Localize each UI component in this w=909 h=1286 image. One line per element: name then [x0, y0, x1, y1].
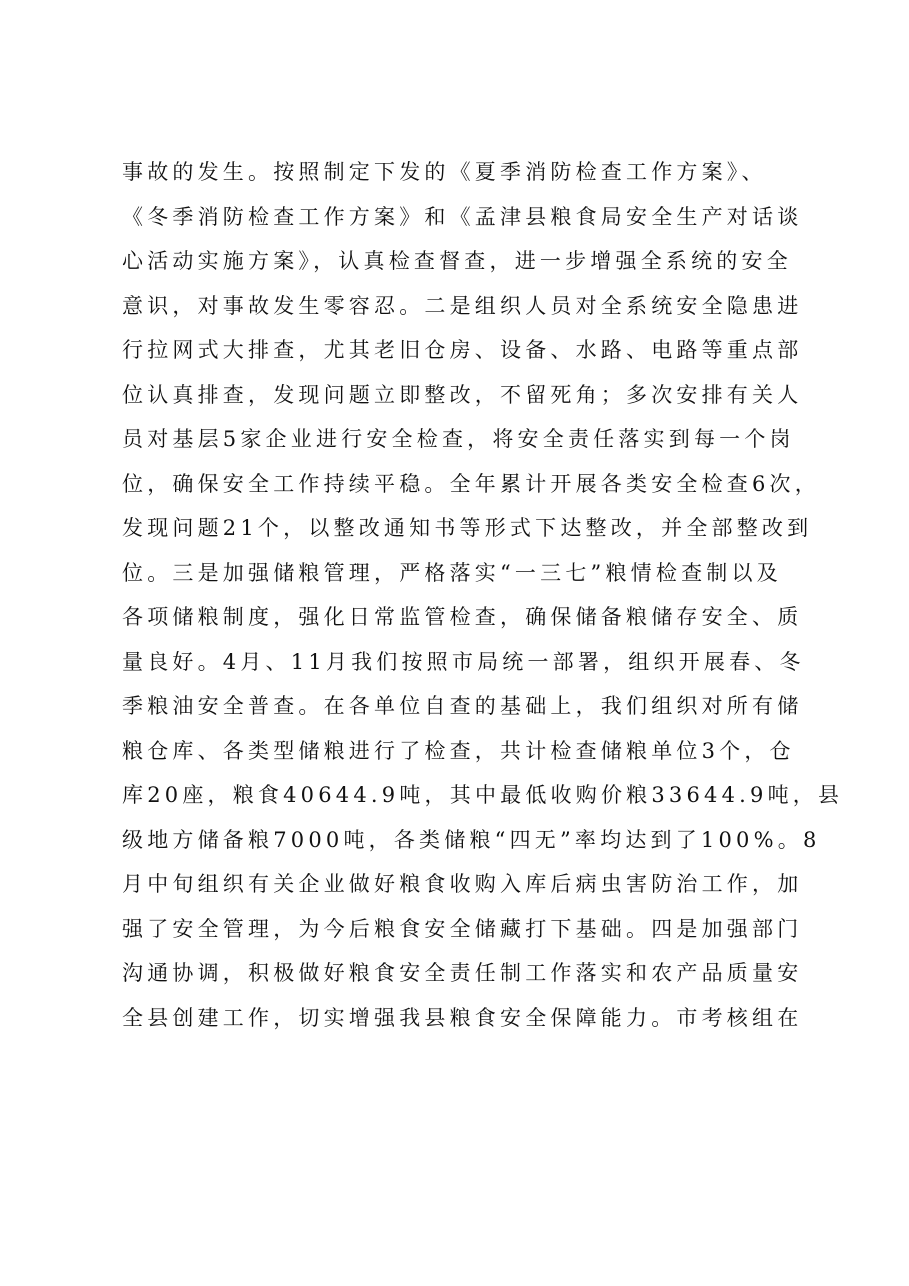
text-line: 各项储粮制度，强化日常监管检查，确保储备粮储存安全、质: [122, 605, 803, 629]
text-line: 沟通协调，积极做好粮食安全责任制工作落实和农产品质量安: [122, 961, 803, 985]
text-line: 级地方储备粮7000吨，各类储粮“四无”率均达到了100%。8: [122, 827, 821, 852]
text-line: 全县创建工作，切实增强我县粮食安全保障能力。市考核组在: [122, 1005, 803, 1030]
text-line: 粮仓库、各类型储粮进行了检查，共计检查储粮单位3个，仓: [122, 738, 795, 763]
text-line: 心活动实施方案》，认真检查督查，进一步增强全系统的安全: [122, 249, 792, 273]
text-line: 位，确保安全工作持续平稳。全年累计开展各类安全检查6次，: [122, 471, 820, 496]
text-line: 季粮油安全普查。在各单位自查的基础上，我们组织对所有储: [122, 694, 803, 718]
text-line: 意识，对事故发生零容忍。二是组织人员对全系统安全隐患进: [122, 293, 803, 318]
text-line: 发现问题21个，以整改通知书等形式下达整改，并全部整改到: [122, 516, 813, 540]
text-line: 量良好。4月、11月我们按照市局统一部署，组织开展春、冬: [122, 649, 805, 674]
text-line: 位。三是加强储粮管理，严格落实“一三七”粮情检查制以及: [122, 560, 782, 585]
text-line: 库20座，粮食40644.9吨，其中最低收购价粮33644.9吨，县: [122, 783, 844, 807]
text-line: 《冬季消防检查工作方案》和《孟津县粮食局安全生产对话谈: [122, 204, 803, 229]
text-line: 事故的发生。按照制定下发的《夏季消防检查工作方案》、: [122, 160, 767, 184]
text-line: 月中旬组织有关企业做好粮食收购入库后病虫害防治工作，加: [122, 872, 803, 896]
text-line: 强了安全管理，为今后粮食安全储藏打下基础。四是加强部门: [122, 916, 803, 941]
text-line: 员对基层5家企业进行安全检查，将安全责任落实到每一个岗: [122, 427, 795, 451]
text-line: 行拉网式大排查，尤其老旧仓房、设备、水路、电路等重点部: [122, 338, 803, 362]
text-line: 位认真排查，发现问题立即整改，不留死角；多次安排有关人: [122, 382, 803, 407]
body-text: [122, 150, 844, 1040]
